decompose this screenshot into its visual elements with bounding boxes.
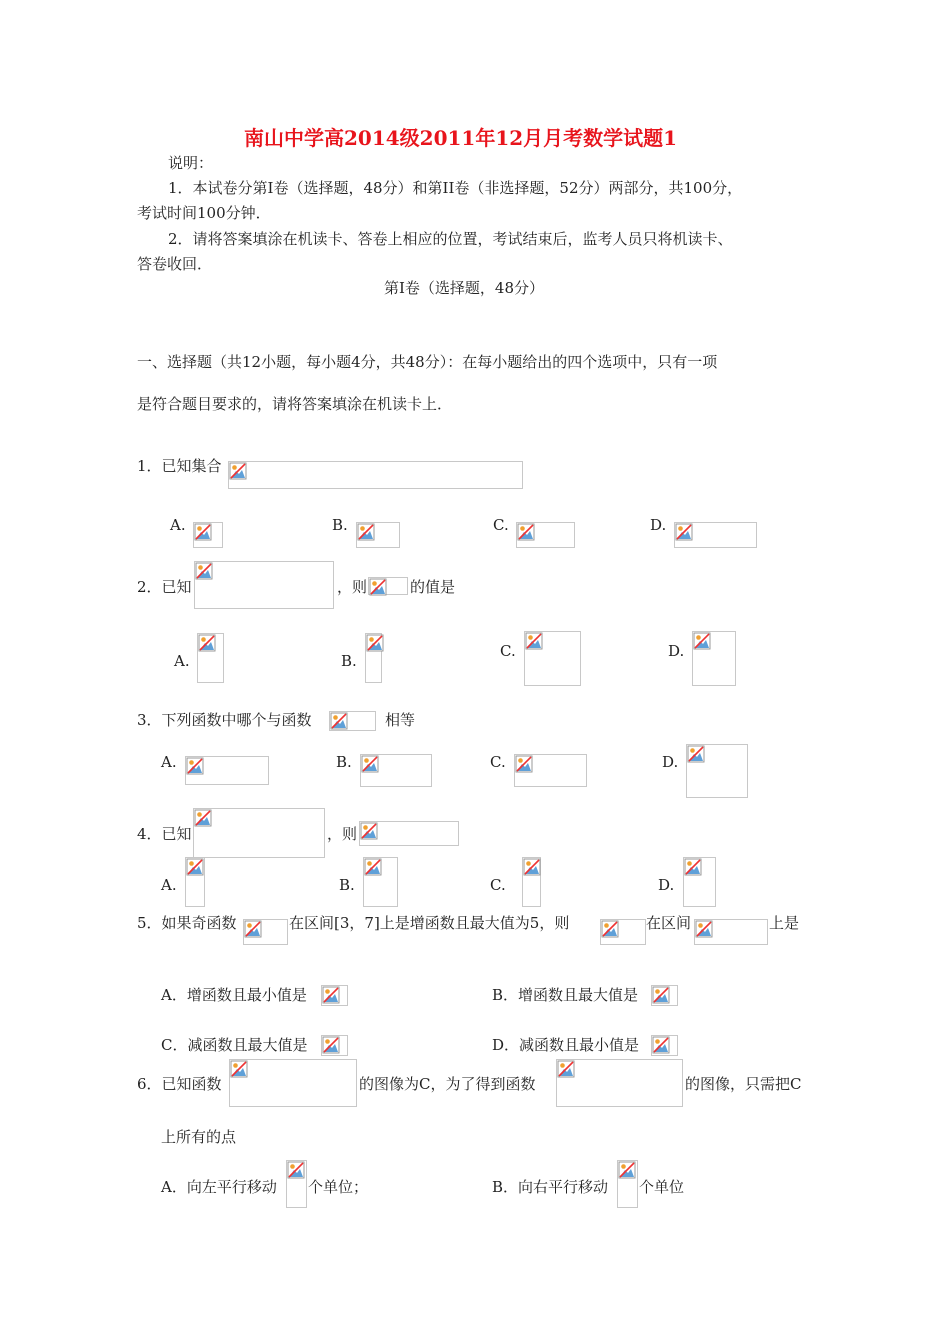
page-title: 南山中学高2014级2011年12月月考数学试题1 (244, 126, 678, 150)
broken-image-icon (652, 986, 670, 1004)
broken-image-icon (194, 523, 212, 541)
broken-image-icon (198, 634, 216, 652)
broken-image-icon (687, 745, 705, 763)
formula-image (368, 577, 408, 595)
notes-line-1a: 1．本试卷分第Ⅰ卷（选择题，48分）和第II卷（非选择题，52分）两部分，共100分， (168, 179, 743, 197)
q2-end: 的值是 (410, 578, 456, 596)
formula-image (651, 985, 678, 1006)
formula-image (524, 631, 581, 686)
formula-image (193, 522, 223, 548)
formula-image (365, 633, 382, 683)
formula-image (194, 561, 334, 609)
formula-image (228, 461, 523, 489)
section-instruction-2: 是符合题目要求的，请将答案填涂在机读卡上． (137, 395, 453, 413)
broken-image-icon (357, 523, 375, 541)
broken-image-icon (322, 986, 340, 1004)
q6-option-b: B．向右平行移动 (492, 1178, 609, 1196)
broken-image-icon (361, 755, 379, 773)
formula-image (185, 756, 269, 785)
broken-image-icon (693, 632, 711, 650)
formula-image (674, 522, 757, 548)
formula-image (694, 919, 768, 945)
formula-image (522, 857, 541, 907)
q5-option-c: C．减函数且最大值是 (161, 1036, 308, 1054)
formula-image (321, 985, 348, 1006)
formula-image (229, 1059, 357, 1107)
q4-option-b-label: B. (339, 876, 355, 894)
formula-image (243, 919, 288, 945)
q5-stem: 5．如果奇函数 (137, 914, 237, 932)
broken-image-icon (652, 1036, 670, 1054)
broken-image-icon (525, 632, 543, 650)
q4-then: ，则 (327, 825, 358, 843)
broken-image-icon (287, 1161, 305, 1179)
broken-image-icon (523, 858, 541, 876)
formula-image (651, 1035, 678, 1056)
formula-image (197, 633, 224, 683)
formula-image (516, 522, 575, 548)
q1-option-c-label: C. (493, 516, 509, 534)
q4-option-a-label: A. (161, 876, 177, 894)
broken-image-icon (230, 1060, 248, 1078)
notes-line-1b: 考试时间100分钟． (137, 204, 271, 222)
q4-stem: 4．已知 (137, 825, 192, 843)
q3-end: 相等 (385, 711, 416, 729)
section-instruction-1: 一、选择题（共12小题，每小题4分，共48分）：在每小题给出的四个选项中，只有一项 (137, 353, 718, 371)
formula-image (185, 857, 205, 907)
q6-middle: 的图像为C，为了得到函数 (359, 1075, 536, 1093)
q1-option-a-label: A. (170, 516, 186, 534)
q3-stem: 3．下列函数中哪个与函数 (137, 711, 312, 729)
q5-middle-1: 在区间[3，7]上是增函数且最大值为5，则 (289, 914, 570, 932)
q2-option-b-label: B. (341, 652, 357, 670)
broken-image-icon (366, 634, 384, 652)
q4-option-c-label: C. (490, 876, 506, 894)
q2-option-d-label: D. (668, 642, 685, 660)
broken-image-icon (369, 578, 387, 596)
broken-image-icon (322, 1036, 340, 1054)
formula-image (683, 857, 716, 907)
formula-image (363, 857, 398, 907)
formula-image (692, 631, 736, 686)
q2-then: ，则 (337, 578, 368, 596)
broken-image-icon (194, 809, 212, 827)
broken-image-icon (229, 462, 247, 480)
formula-image (600, 919, 646, 945)
formula-image (514, 754, 587, 787)
q3-option-d-label: D. (662, 753, 679, 771)
formula-image (686, 744, 748, 798)
broken-image-icon (244, 920, 262, 938)
broken-image-icon (695, 920, 713, 938)
q3-option-a-label: A. (161, 753, 177, 771)
broken-image-icon (195, 562, 213, 580)
broken-image-icon (675, 523, 693, 541)
q6-option-a-end: 个单位； (308, 1178, 369, 1196)
notes-line-2a: 2．请将答案填涂在机读卡、答卷上相应的位置，考试结束后，监考人员只将机读卡、 (168, 230, 733, 248)
q2-stem: 2．已知 (137, 578, 192, 596)
formula-image (556, 1059, 683, 1107)
broken-image-icon (364, 858, 382, 876)
q6-stem: 6．已知函数 (137, 1075, 222, 1093)
q5-end: 上是 (769, 914, 800, 932)
q1-option-b-label: B. (332, 516, 348, 534)
formula-image (356, 522, 400, 548)
formula-image (329, 711, 376, 731)
q1-stem: 1．已知集合 (137, 457, 222, 475)
broken-image-icon (517, 523, 535, 541)
q5-option-d: D．减函数且最小值是 (492, 1036, 640, 1054)
q1-option-d-label: D. (650, 516, 667, 534)
broken-image-icon (618, 1161, 636, 1179)
broken-image-icon (557, 1060, 575, 1078)
formula-image (359, 821, 459, 846)
broken-image-icon (330, 712, 348, 730)
q5-option-a: A．增函数且最小值是 (161, 986, 307, 1004)
q6-end: 的图像，只需把C (685, 1075, 802, 1093)
formula-image (360, 754, 432, 787)
q6-option-a: A．向左平行移动 (161, 1178, 277, 1196)
part-1-title: 第Ⅰ卷（选择题，48分） (384, 279, 545, 297)
q6-option-b-end: 个单位 (639, 1178, 685, 1196)
formula-image (193, 808, 325, 858)
broken-image-icon (186, 757, 204, 775)
broken-image-icon (186, 858, 204, 876)
formula-image (617, 1160, 638, 1208)
formula-image (321, 1035, 348, 1056)
broken-image-icon (601, 920, 619, 938)
q4-option-d-label: D. (658, 876, 675, 894)
q6-line-2: 上所有的点 (161, 1128, 237, 1146)
notes-line-2b: 答卷收回． (137, 255, 213, 273)
notes-heading: 说明： (168, 154, 214, 172)
q2-option-a-label: A. (174, 652, 190, 670)
formula-image (286, 1160, 307, 1208)
broken-image-icon (684, 858, 702, 876)
q5-middle-2: 在区间 (646, 914, 692, 932)
q5-option-b: B．增函数且最大值是 (492, 986, 639, 1004)
q2-option-c-label: C. (500, 642, 516, 660)
q3-option-b-label: B. (336, 753, 352, 771)
q3-option-c-label: C. (490, 753, 506, 771)
broken-image-icon (360, 822, 378, 840)
broken-image-icon (515, 755, 533, 773)
